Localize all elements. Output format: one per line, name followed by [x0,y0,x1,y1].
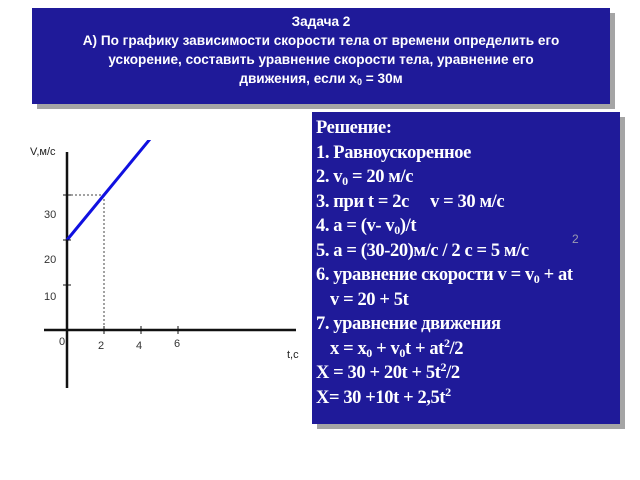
x-tick-label-0: 0 [59,336,66,348]
solution-step-4: 4. a = (v- $v_0)/t$ [316,216,417,237]
solution-step-8: $X = 30 + 20t + 5t^2/2$ [316,360,460,383]
solution-step-6-equation: v = 20 + 5t [330,289,409,310]
chart-series [67,140,156,240]
solution-heading: Решение: [316,118,392,138]
task-title: Задача 2 [291,14,351,29]
chart-axes [44,152,296,388]
solution-step-3: 3. при t = 2с v = 30 м/с [316,191,505,212]
y-tick-label-30: 30 [44,209,57,221]
velocity-time-chart [0,140,300,400]
solution-step-5: 5. a = (30-20)м/с / 2 с = 5 м/с [316,240,529,261]
x-tick-label-6: 6 [174,338,181,350]
solution-step-2: 2. $v_0 = 20$ м/с [316,167,414,188]
task-text-line-2: ускорение, составить уравнение скорости тела, уравнение его [108,52,534,67]
x-tick-label-4: 4 [136,340,143,352]
task-text-line-1: А) По графику зависимости скорости тела от времени определить его [82,33,560,48]
solution-step-7-equation: $x = x_0 + v_0t + at^2/2$ [330,335,464,360]
task-header [32,8,610,104]
solution-step-6: 6. уравнение скорости $v = v_0$ + at [316,265,573,286]
x-tick-label-2: 2 [98,340,105,352]
y-tick-label-20: 20 [44,254,57,266]
solution-step-1: 1. Равноускоренное [316,142,471,163]
solution-panel [312,112,620,424]
task-text-line-3: движения, если $x_0 = 30м$ [239,71,403,87]
solution-step-7: 7. уравнение движения [316,314,501,334]
y-tick-label-10: 10 [44,291,57,303]
chart-tick-marks [63,195,178,334]
x-axis-label: t,c [287,349,299,361]
acceleration-exponent-label: 2 [572,232,579,246]
solution-step-9: $X= 30 +10t + 2,5t^2$ [316,384,451,408]
velocity-line [67,140,156,240]
y-axis-label: V,м/с [30,146,56,158]
